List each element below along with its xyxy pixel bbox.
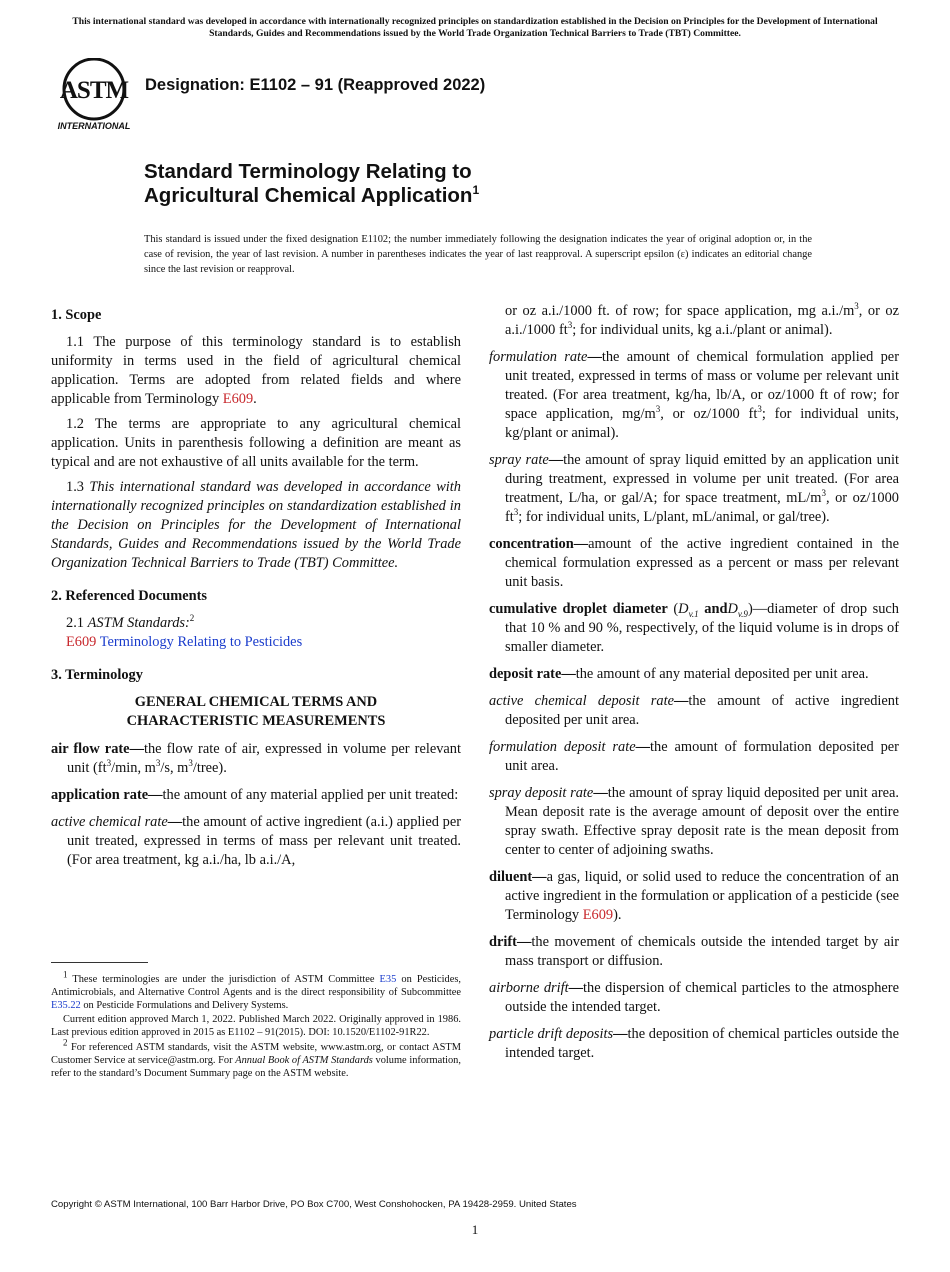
logo-letters: ASTM	[59, 77, 129, 104]
term-active-chemical-rate-cont: or oz a.i./1000 ft. of row; for space application, mg $a.i./m^3$, or oz a.i./1000 $ft^3$; for individual units, kg a.i./plant or animal).	[505, 301, 899, 338]
term-active-chemical-deposit-rate: active chemical deposit rate—the amount of active ingredient deposited per unit area.	[489, 693, 900, 728]
footnotes	[51, 969, 461, 1082]
term-drift: drift—the movement of chemicals outside the intended target by air mass transport or diffusion.	[489, 934, 899, 969]
scope-para-3: 1.3 This international standard was developed in accordance with internationally recognized principles on standardization established in the Decision on Principles for the Development of International Standards, Guides and Recommendations issued by the World Trade Organization Technical Barriers to Trade (TBT) Committee.	[51, 479, 461, 571]
term-spray-rate: spray rate—the amount of spray liquid emitted by an application unit during treatment, expressed in volume per unit treated. (For area treatment, L/ha, or gal/A; for space treatment, $mL/m^3$, or oz/1000 $ft^3$; for individual units, L/plant, mL/animal, or gal/tree).	[489, 452, 899, 525]
term-formulation-rate: formulation rate—the amount of chemical formulation applied per unit treated, expressed in terms of mass or volume per relevant unit treated. (For area treatment, kg/ha, lb/A, or oz/1000 ft of row; for space application, $mg/m^3$, or oz/1000 $ft^3$; for individual units, kg/plant or animal).	[489, 349, 899, 441]
astm-logo-icon	[54, 58, 134, 132]
left-column	[51, 306, 461, 878]
term-spray-deposit-rate: spray deposit rate—the amount of spray liquid deposited per unit area. Mean deposit rate is the average amount of deposit over the entire spray swath. Effective spray deposit rate is the mean deposit from center to center of adjoining swaths.	[489, 785, 899, 858]
term-application-rate: application rate—the amount of any material applied per unit treated:	[51, 787, 459, 803]
page-number: 1	[471, 1222, 479, 1237]
title-line-1: Standard Terminology Relating to	[144, 160, 472, 183]
top-note: This international standard was developed in accordance with internationally recognized principles on standardization established in the Decision on Principles for the Development of International Standards, Guides and Recommendations issued by the World Trade Organization Technical Barriers to Trade (TBT) Committee.	[72, 16, 878, 39]
terminology-subheading: GENERAL CHEMICAL TERMS AND CHARACTERISTIC MEASUREMENTS	[126, 694, 386, 729]
scope-heading: 1. Scope	[51, 307, 102, 323]
ref-link-e609[interactable]: E609	[222, 391, 254, 407]
ref-code-e609[interactable]: E609	[66, 634, 97, 650]
term-active-chemical-rate: active chemical rate—the amount of active ingredient (a.i.) applied per unit treated, expressed in terms of mass per relevant unit treated. (For area treatment, kg a.i./ha, lb a.i./A,	[51, 814, 461, 868]
title-footnote-mark: 1	[472, 183, 480, 198]
footnote-2: $^2$ For referenced ASTM standards, visit the ASTM website, www.astm.org, or contact ASTM Customer Service at service@astm.org. For Annual Book of ASTM Standards volume information, refer to the standard’s Document Summary page on the ASTM website.	[51, 1037, 461, 1079]
issue-note: This standard is issued under the fixed designation E1102; the number immediately following the designation indicates the year of original adoption or, in the case of revision, the year of last revision. A number in parentheses indicates the year of last reapproval. A superscript epsilon (ε) indicates an editorial change since the last revision or reapproval.	[144, 234, 812, 275]
title-line-2: Agricultural Chemical Application	[144, 184, 473, 207]
footnote-divider	[51, 962, 148, 963]
logo-caption: INTERNATIONAL	[57, 121, 131, 131]
subcommittee-link-e35-22[interactable]: E35.22	[51, 999, 81, 1011]
terminology-heading: 3. Terminology	[51, 667, 143, 683]
committee-link-e35[interactable]: E35	[379, 974, 397, 985]
astm-logo	[54, 58, 134, 132]
refdocs-list: 2.1 ASTM Standards:$^2$ E609 Terminology Relating to Pesticides	[66, 613, 303, 650]
page-title	[144, 160, 479, 208]
term-diluent: diluent—a gas, liquid, or solid used to reduce the concentration of an active ingredient in the formulation or application of a pesticide (see Terminology E609).	[489, 869, 899, 923]
scope-para-2: 1.2 The terms are appropriate to any agricultural chemical application. Units in parenthesis following a definition are meant as typical and are not exhaustive of all units available for the term.	[51, 416, 461, 470]
scope-para-1: 1.1 The purpose of this terminology standard is to establish uniformity in terms used in the field of agricultural chemical application. Terms are adopted from related fields and where applicable from Terminology E609.	[51, 334, 461, 407]
term-airborne-drift: airborne drift—the dispersion of chemical particles to the atmosphere outside the intended target.	[489, 980, 899, 1015]
term-formulation-deposit-rate: formulation deposit rate—the amount of formulation deposited per unit area.	[489, 739, 899, 774]
refdocs-heading: 2. Referenced Documents	[51, 588, 207, 604]
term-concentration: concentration—amount of the active ingredient contained in the chemical formulation expressed as a percent or mass per relevant unit basis.	[489, 536, 899, 590]
term-deposit-rate: deposit rate—the amount of any material deposited per unit area.	[489, 666, 869, 682]
designation: Designation: E1102 – 91 (Reapproved 2022)	[145, 76, 486, 94]
right-column	[489, 302, 899, 1071]
footnote-1: $^1$ These terminologies are under the jurisdiction of ASTM Committee E35 on Pesticides, Antimicrobials, and Alternative Control Agents and is the direct responsibility of Subcommittee E35.22 on Pesticide Formulations and Delivery Systems.	[51, 969, 461, 1011]
term-air-flow-rate: air flow rate—the flow rate of air, expressed in volume per relevant unit ($ft^3/\min$, $m^3/s$, $m^3/tree$).	[51, 741, 462, 776]
copyright: Copyright © ASTM International, 100 Barr Harbor Drive, PO Box C700, West Conshohocken, PA 19428-2959. United States	[51, 1199, 577, 1210]
term-particle-drift-deposits: particle drift deposits—the deposition of chemical particles outside the intended target.	[489, 1026, 899, 1061]
ref-title-link[interactable]: Terminology Relating to Pesticides	[99, 634, 303, 650]
ref-link-e609-diluent[interactable]: E609	[582, 907, 614, 923]
term-cumulative-droplet-diameter: cumulative droplet diameter ($D_{v.1}$ andD$_{v.9}$)—diameter of drop such that 10 % and 90 %, respectively, of the liquid volume is in drops of smaller diameter.	[489, 601, 899, 655]
footnote-1-edition: Current edition approved March 1, 2022. Published March 2022. Originally approved in 1986. Last previous edition approved in 2015 as E1102 – 91(2015). DOI: 10.1520/E1102-91R22.	[51, 1014, 461, 1039]
